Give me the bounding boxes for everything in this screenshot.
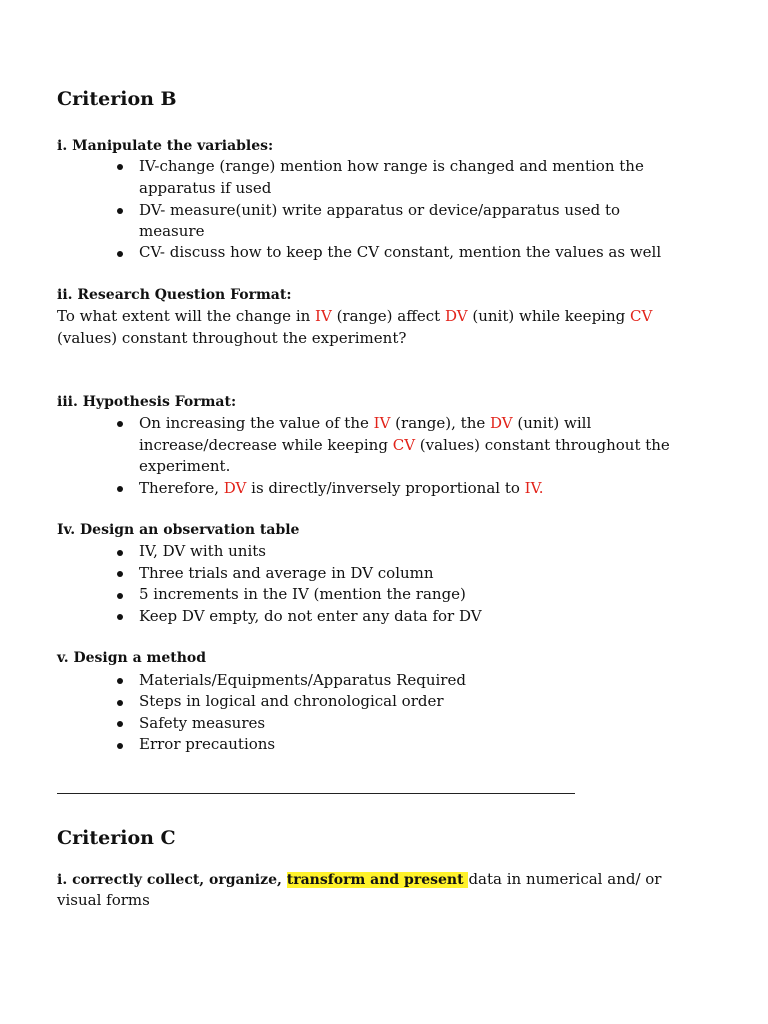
list-item-text: Error precautions [139, 735, 276, 753]
bullet-icon [117, 614, 123, 620]
list-item-text: DV- measure(unit) write apparatus or device/apparatus used to [139, 201, 621, 219]
bullet-icon [117, 593, 123, 599]
list-item-text: experiment. [139, 457, 231, 475]
bullet-icon [117, 721, 123, 727]
bullet-icon [117, 700, 123, 706]
list-item-text: Safety measures [139, 714, 266, 732]
section-heading-design-method: v. Design a method [57, 650, 207, 666]
bullet-icon [117, 571, 123, 577]
criterion-c-title: Criterion C [57, 827, 176, 849]
list-item-text: Steps in logical and chronological order [139, 692, 444, 710]
bullet-icon [117, 251, 123, 257]
list-item-text: Keep DV empty, do not enter any data for DV [139, 607, 482, 625]
paragraph-line: (values) constant throughout the experiment? [57, 329, 407, 347]
highlighted-text: transform and present [286, 872, 469, 888]
bullet-icon [117, 421, 123, 427]
list-item-text: apparatus if used [139, 179, 272, 197]
bullet-icon [117, 550, 123, 556]
bullet-icon [117, 164, 123, 170]
paragraph-line: To what extent will the change in IV (range) affect DV (unit) while keeping CV [57, 307, 653, 325]
bold-text: i. correctly collect, organize, [57, 872, 287, 888]
list-item-text: Materials/Equipments/Apparatus Required [139, 671, 466, 689]
paragraph-line: i. correctly collect, organize, transform and present data in numerical and/ or [57, 870, 662, 888]
section-heading-research-question: ii. Research Question Format: [57, 287, 292, 303]
bullet-icon [117, 678, 123, 684]
list-item-text: On increasing the value of the IV (range), the DV (unit) will [139, 414, 592, 432]
list-item-text: CV- discuss how to keep the CV constant, mention the values as well [139, 243, 662, 261]
list-item-text: 5 increments in the IV (mention the range) [139, 585, 466, 603]
list-item-text: IV-change (range) mention how range is changed and mention the [139, 157, 644, 175]
list-item-text: increase/decrease while keeping CV (values) constant throughout the [139, 436, 670, 454]
list-item-text: Three trials and average in DV column [139, 564, 434, 582]
bullet-icon [117, 743, 123, 749]
list-item-text: Therefore, DV is directly/inversely proportional to IV. [139, 479, 544, 497]
section-heading-hypothesis: iii. Hypothesis Format: [57, 394, 237, 410]
section-heading-observation-table: Iv. Design an observation table [57, 522, 300, 538]
paragraph-line: visual forms [57, 891, 150, 909]
bullet-icon [117, 486, 123, 492]
list-item-text: measure [139, 222, 205, 240]
section-heading-manipulate-variables: i. Manipulate the variables: [57, 138, 274, 154]
list-item-text: IV, DV with units [139, 542, 266, 560]
section-divider [57, 793, 575, 794]
criterion-b-title: Criterion B [57, 88, 177, 110]
bullet-icon [117, 208, 123, 214]
